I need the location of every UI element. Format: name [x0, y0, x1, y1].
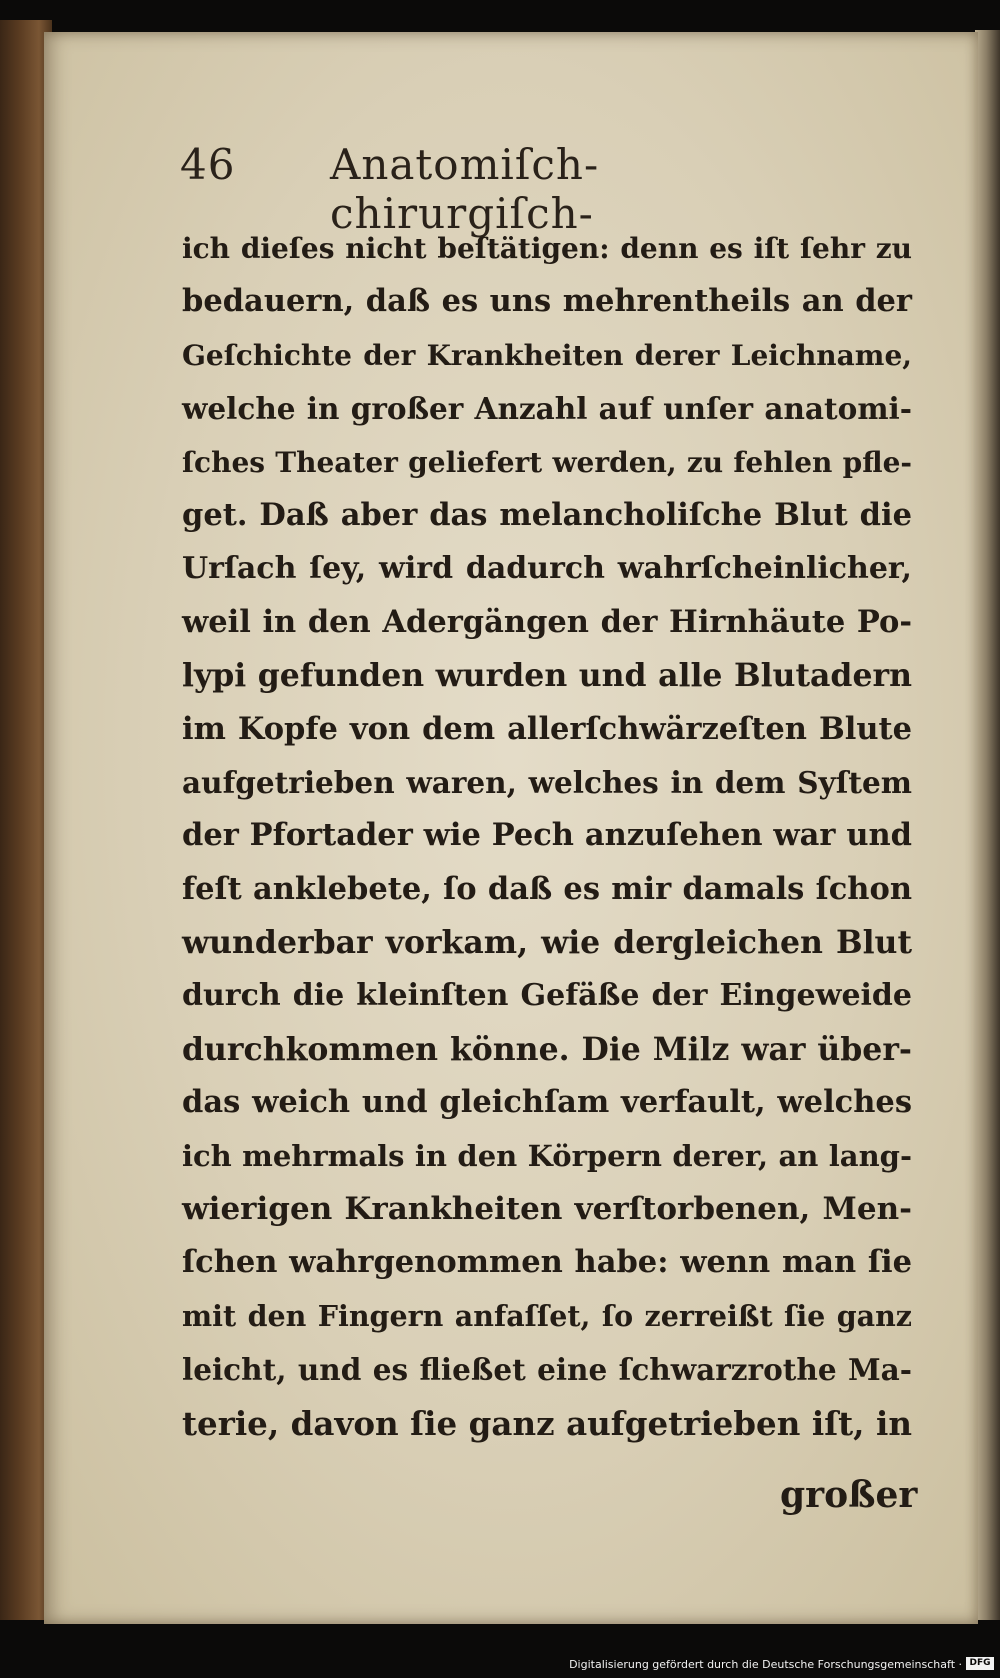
- text-line: der Pfortader wie Pech anzuſehen war und: [182, 817, 912, 854]
- running-head: Anatomiſch‐chirurgiſch‐: [330, 140, 600, 238]
- text-line: ich dieſes nicht beſtätigen: denn es iſt ſehr zu: [182, 232, 912, 265]
- digitization-credit: Digitalisierung gefördert durch die Deutsche Forschungsgemeinschaft ·: [569, 1658, 962, 1671]
- text-line: Geſchichte der Krankheiten derer Leichname,: [182, 338, 912, 372]
- text-line: terie, davon ſie ganz aufgetrieben iſt, in: [182, 1403, 912, 1443]
- text-line: welche in großer Anzahl auf unſer anatomi‐: [182, 391, 912, 427]
- text-line: weil in den Adergängen der Hirnhäute Po‐: [182, 603, 912, 640]
- text-line: mit den Fingern anfaſſet, ſo zerreißt ſie ganz: [182, 1298, 912, 1333]
- body-text: [182, 222, 912, 1450]
- dfg-logo: DFG: [966, 1657, 994, 1670]
- text-line: Urſach ſey, wird dadurch wahrſcheinlicher,: [182, 551, 912, 587]
- page-edges-right: [975, 30, 1000, 1620]
- text-line: ſchen wahrgenommen habe: wenn man ſie: [182, 1244, 912, 1281]
- text-line: durchkommen könne. Die Milz war über‐: [182, 1030, 912, 1068]
- text-line: leicht, und es fließet eine ſchwarzrothe Ma‐: [182, 1352, 912, 1388]
- page-header: [180, 140, 760, 238]
- catchword: großer: [780, 1474, 918, 1516]
- text-line: get. Daß aber das melancholiſche Blut die: [182, 496, 912, 533]
- text-line: feſt anklebete, ſo daß es mir damals ſchon: [182, 870, 912, 907]
- text-line: das weich und gleichſam verfault, welches: [182, 1084, 912, 1121]
- text-line: wierigen Krankheiten verſtorbenen, Men‐: [182, 1191, 912, 1228]
- text-line: aufgetrieben waren, welches in dem Syſtem: [182, 764, 912, 800]
- text-line: ſches Theater geliefert werden, zu fehlen pfle‐: [182, 445, 912, 479]
- text-line: ich mehrmals in den Körpern derer, an lang‐: [182, 1138, 912, 1173]
- text-line: durch die kleinſten Gefäße der Eingeweide: [182, 978, 912, 1014]
- text-line: wunderbar vorkam, wie dergleichen Blut: [182, 924, 912, 962]
- text-line: lypi gefunden wurden und alle Blutadern: [182, 657, 912, 695]
- text-line: bedauern, daß es uns mehrentheils an der: [182, 283, 912, 320]
- text-line: im Kopfe von dem allerſchwärzeſten Blute: [182, 710, 912, 747]
- page-number: 46: [180, 140, 236, 189]
